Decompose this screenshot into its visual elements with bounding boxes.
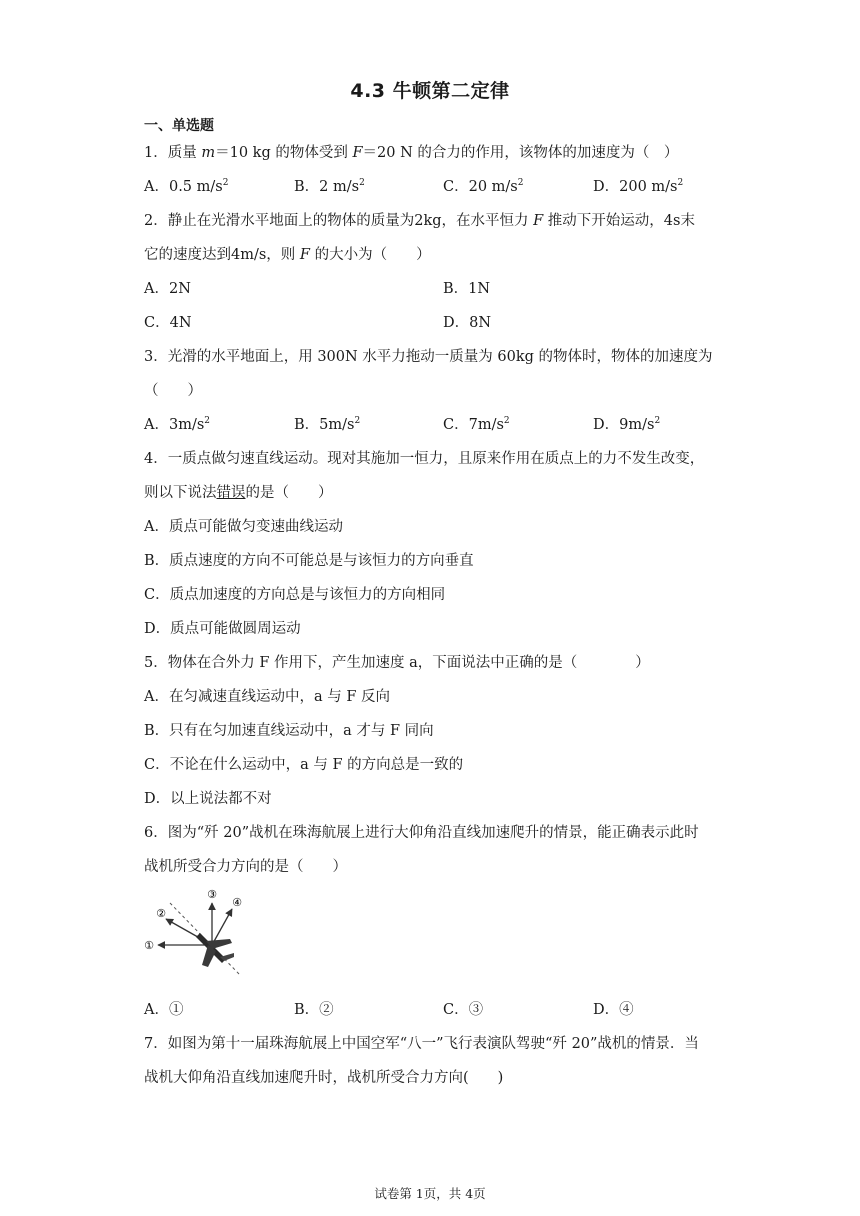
question-5-option-b: B．只有在匀加速直线运动中，a 才与 F 同向 xyxy=(144,723,434,739)
question-2-option-a: A．2N xyxy=(144,281,191,297)
page-footer: 试卷第 1页，共 4页 xyxy=(374,1186,486,1201)
question-3-option-a: A．$3m/s^2$ xyxy=(144,416,211,433)
question-4-option-c: C．质点加速度的方向总是与该恒力的方向相同 xyxy=(144,587,446,603)
question-6-option-b: B．② xyxy=(294,1002,334,1018)
question-2-stem-line2: 它的速度达到4m/s，则 F 的大小为（ ） xyxy=(144,247,431,263)
question-6-option-d: D．④ xyxy=(593,1002,634,1018)
label-4: ④ xyxy=(232,896,242,909)
question-5-option-a: A．在匀减速直线运动中，a 与 F 反向 xyxy=(144,689,391,705)
question-1-option-d: D．200 $m/s^2$ xyxy=(593,178,684,195)
question-2-option-b: B．1N xyxy=(443,281,491,297)
question-1-option-b: B．2 $m/s^2$ xyxy=(294,178,365,195)
question-1-stem: 1．质量 m＝10 kg 的物体受到 F＝20 N 的合力的作用，该物体的加速度为（ ） xyxy=(144,145,679,161)
question-4-option-a: A．质点可能做匀变速曲线运动 xyxy=(144,519,343,535)
question-2-option-c: C．4N xyxy=(144,315,192,331)
question-6-option-a: A．① xyxy=(144,1002,184,1018)
question-1-option-c: C．20 $m/s^2$ xyxy=(443,178,524,195)
label-2: ② xyxy=(156,907,166,920)
question-1-option-a: A．0.5 $m/s^2$ xyxy=(144,178,229,195)
question-3-option-b: B．$5m/s^2$ xyxy=(294,416,361,433)
question-5-option-d: D．以上说法都不对 xyxy=(144,791,272,807)
label-3: ③ xyxy=(207,888,217,901)
question-7-stem-line1: 7．如图为第十一届珠海航展上中国空军“八一”飞行表演队驾驶“歼 20”战机的情景．当 xyxy=(144,1036,699,1052)
question-3-stem-line1: 3．光滑的水平地面上，用 300N 水平力拖动一质量为 60kg 的物体时，物体的加速度为 xyxy=(144,349,713,365)
question-7-stem-line2: 战机大仰角沿直线加速爬升时，战机所受合力方向( ) xyxy=(144,1070,504,1086)
page-title: 4.3 牛顿第二定律 xyxy=(350,80,510,102)
section-heading: 一、单选题 xyxy=(144,118,214,134)
question-6-stem-line1: 6．图为“歼 20”战机在珠海航展上进行大仰角沿直线加速爬升的情景，能正确表示此时 xyxy=(144,825,699,841)
question-2-option-d: D．8N xyxy=(443,315,492,331)
question-4-option-b: B．质点速度的方向不可能总是与该恒力的方向垂直 xyxy=(144,553,474,569)
question-5-stem: 5．物体在合外力 F 作用下，产生加速度 a，下面说法中正确的是（ ） xyxy=(144,655,650,671)
fighter-jet-force-diagram xyxy=(140,883,250,978)
label-1: ① xyxy=(144,939,154,952)
question-4-stem-line2: 则以下说法错误的是（ ） xyxy=(144,485,333,501)
question-2-stem-line1: 2．静止在光滑水平地面上的物体的质量为2kg，在水平恒力 F 推动下开始运动，4s末 xyxy=(144,213,695,229)
fighter-jet-icon xyxy=(196,933,234,967)
question-4-stem-line1: 4．一质点做匀速直线运动。现对其施加一恒力，且原来作用在质点上的力不发生改变， xyxy=(144,451,705,467)
question-6-stem-line2: 战机所受合力方向的是（ ） xyxy=(144,859,347,875)
question-6-option-c: C．③ xyxy=(443,1002,484,1018)
question-3-option-c: C．$7m/s^2$ xyxy=(443,416,510,433)
question-5-option-c: C．不论在什么运动中，a 与 F 的方向总是一致的 xyxy=(144,757,464,773)
question-3-option-d: D．$9m/s^2$ xyxy=(593,416,661,433)
question-3-stem-line2: （ ） xyxy=(144,383,202,399)
question-4-option-d: D．质点可能做圆周运动 xyxy=(144,621,301,637)
